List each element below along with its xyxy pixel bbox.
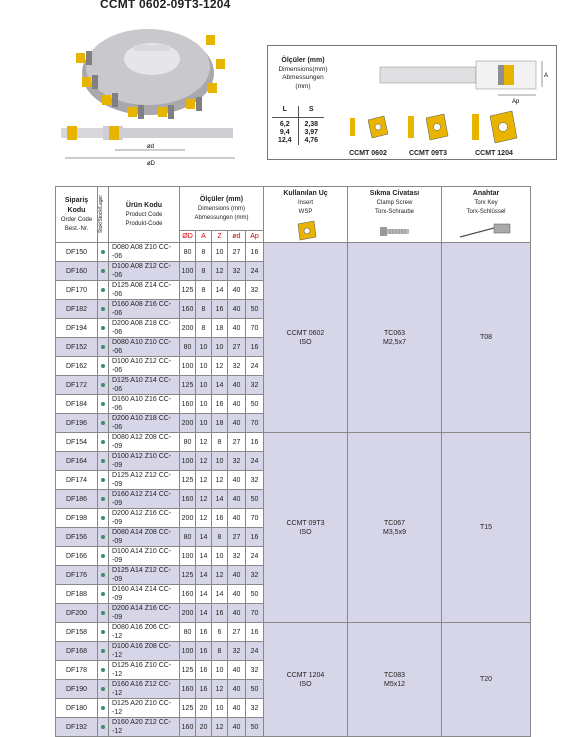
dim-cell: 160 — [180, 395, 196, 414]
dim-cell: 16 — [196, 680, 212, 699]
dim-cell: 100 — [180, 357, 196, 376]
stock-indicator — [98, 718, 109, 737]
cutter-illustration — [66, 15, 246, 123]
order-code: DF164 — [56, 452, 98, 471]
table-row — [56, 623, 531, 642]
stock-indicator — [98, 699, 109, 718]
dim-cell: 40 — [228, 718, 246, 737]
dim-cell: 40 — [228, 604, 246, 623]
dim-cell: 50 — [246, 585, 264, 604]
order-code: DF178 — [56, 661, 98, 680]
dim-cell: 27 — [228, 623, 246, 642]
stock-indicator — [98, 566, 109, 585]
insert-top-view — [378, 51, 553, 106]
product-code: D100 A08 Z12 CC--06 — [109, 262, 180, 281]
order-code: DF160 — [56, 262, 98, 281]
ccmt1204-diagram — [464, 108, 524, 148]
dim-cell: 32 — [246, 471, 264, 490]
dim-cell: 32 — [246, 661, 264, 680]
order-code: DF158 — [56, 623, 98, 642]
dim-cell: 100 — [180, 262, 196, 281]
product-code: D200 A12 Z16 CC--09 — [109, 509, 180, 528]
dim-cell: 32 — [228, 547, 246, 566]
dim-cell: 40 — [228, 471, 246, 490]
dim-cell: 40 — [228, 661, 246, 680]
dim-cell: 160 — [180, 718, 196, 737]
clamp-screw-cell: TC083 M5x12 — [348, 623, 442, 737]
stock-indicator — [98, 528, 109, 547]
dim-cell: 80 — [180, 243, 196, 262]
dim-cell: 160 — [180, 300, 196, 319]
insert-icon — [294, 220, 318, 242]
dim-cell: 100 — [180, 547, 196, 566]
torx-key-header: Anahtar Torx Key Torx-Schlüssel — [442, 187, 531, 243]
ccmt09t3-diagram — [398, 108, 458, 148]
dim-cell: 10 — [212, 547, 228, 566]
dim-cell: 160 — [180, 585, 196, 604]
product-code: D100 A16 Z08 CC--12 — [109, 642, 180, 661]
dim-cell: 32 — [246, 566, 264, 585]
product-code: D160 A08 Z16 CC--06 — [109, 300, 180, 319]
dim-cell: 50 — [246, 680, 264, 699]
dim-cell: 125 — [180, 566, 196, 585]
stock-indicator — [98, 604, 109, 623]
order-code: DF186 — [56, 490, 98, 509]
dim-cell: 40 — [228, 680, 246, 699]
dim-cell: 14 — [212, 490, 228, 509]
dim-cell: 32 — [228, 357, 246, 376]
dim-cell: 8 — [196, 262, 212, 281]
dim-cell: 12 — [196, 452, 212, 471]
order-code: DF172 — [56, 376, 98, 395]
ccmt0602-label: CCMT 0602 — [349, 150, 387, 157]
dim-cell: 40 — [228, 376, 246, 395]
product-code: D125 A08 Z14 CC--06 — [109, 281, 180, 300]
svg-text:A: A — [544, 73, 549, 79]
clamp-screw-header: Sıkma Civatası Clamp Screw Torx-Schraube — [348, 187, 442, 243]
dim-cell: 16 — [246, 528, 264, 547]
dim-cell: 20 — [196, 699, 212, 718]
cutter-side-diagram — [55, 120, 255, 170]
product-code-header: Ürün Kodu Product Code Produkt-Code — [109, 187, 180, 243]
dim-cell: 10 — [196, 376, 212, 395]
order-code: DF188 — [56, 585, 98, 604]
order-code: DF196 — [56, 414, 98, 433]
product-code: D100 A10 Z12 CC--06 — [109, 357, 180, 376]
col-oD: ØD — [180, 231, 196, 243]
product-table — [55, 186, 531, 737]
dim-cell: 14 — [196, 547, 212, 566]
dim-cell: 16 — [246, 243, 264, 262]
dim-cell: 10 — [196, 395, 212, 414]
dim-cell: 27 — [228, 433, 246, 452]
insert-cell: CCMT 0602 ISO — [264, 243, 348, 433]
dim-cell: 100 — [180, 642, 196, 661]
dim-cell: 10 — [196, 357, 212, 376]
product-code: D080 A16 Z06 CC--12 — [109, 623, 180, 642]
screw-icon — [378, 222, 412, 240]
col-Ap: Ap — [246, 231, 264, 243]
dim-cell: 6 — [212, 623, 228, 642]
ccmt0602-diagram — [338, 108, 398, 148]
torx-key-icon — [456, 222, 516, 240]
dim-cell: 70 — [246, 604, 264, 623]
dim-cell: 160 — [180, 680, 196, 699]
order-code: DF182 — [56, 300, 98, 319]
stock-indicator — [98, 490, 109, 509]
ls-table: L S 6,2 2,38 9,4 3,97 12,4 4,76 — [272, 106, 324, 145]
dim-cell: 24 — [246, 262, 264, 281]
dim-cell: 8 — [196, 281, 212, 300]
dim-cell: 12 — [212, 680, 228, 699]
dim-cell: 8 — [212, 433, 228, 452]
dim-cell: 50 — [246, 395, 264, 414]
dim-cell: 10 — [212, 699, 228, 718]
dim-cell: 40 — [228, 566, 246, 585]
dimensions-box — [267, 45, 557, 160]
order-code: DF154 — [56, 433, 98, 452]
order-code: DF192 — [56, 718, 98, 737]
clamp-screw-cell: TC067 M3,5x9 — [348, 433, 442, 623]
dim-cell: 16 — [246, 433, 264, 452]
dim-cell: 16 — [246, 623, 264, 642]
dim-cell: 14 — [196, 528, 212, 547]
ccmt1204-label: CCMT 1204 — [475, 150, 513, 157]
dim-cell: 10 — [212, 661, 228, 680]
dim-cell: 14 — [196, 585, 212, 604]
dim-cell: 200 — [180, 509, 196, 528]
dim-cell: 40 — [228, 699, 246, 718]
stock-indicator — [98, 623, 109, 642]
dim-cell: 8 — [196, 300, 212, 319]
dim-cell: 40 — [228, 490, 246, 509]
order-code: DF198 — [56, 509, 98, 528]
dim-cell: 14 — [212, 281, 228, 300]
product-code: D080 A08 Z10 CC--06 — [109, 243, 180, 262]
dim-cell: 27 — [228, 338, 246, 357]
dim-cell: 12 — [196, 433, 212, 452]
dim-cell: 40 — [228, 509, 246, 528]
order-code: DF190 — [56, 680, 98, 699]
dim-cell: 40 — [228, 585, 246, 604]
product-code: D100 A14 Z10 CC--09 — [109, 547, 180, 566]
product-code: D125 A12 Z12 CC--09 — [109, 471, 180, 490]
order-code: DF168 — [56, 642, 98, 661]
product-code: D160 A10 Z16 CC--06 — [109, 395, 180, 414]
dim-cell: 8 — [212, 528, 228, 547]
dim-cell: 12 — [212, 471, 228, 490]
insert-header: Kullanılan Uç Insert WSP — [264, 187, 348, 243]
order-code: DF194 — [56, 319, 98, 338]
dim-cell: 24 — [246, 642, 264, 661]
dim-cell: 50 — [246, 490, 264, 509]
stock-header: Stok/Stock/Lager — [98, 187, 109, 243]
ccmt09t3-label: CCMT 09T3 — [408, 150, 448, 157]
product-code: D160 A20 Z12 CC--12 — [109, 718, 180, 737]
svg-text:Ap: Ap — [512, 99, 520, 105]
dim-cell: 40 — [228, 414, 246, 433]
dim-cell: 50 — [246, 300, 264, 319]
torx-key-cell: T20 — [442, 623, 531, 737]
product-code: D125 A20 Z10 CC--12 — [109, 699, 180, 718]
order-code: DF184 — [56, 395, 98, 414]
product-code: D200 A14 Z16 CC--09 — [109, 604, 180, 623]
dim-cell: 32 — [246, 376, 264, 395]
stock-indicator — [98, 395, 109, 414]
order-code: DF176 — [56, 566, 98, 585]
stock-indicator — [98, 262, 109, 281]
dim-cell: 40 — [228, 300, 246, 319]
dim-cell: 40 — [228, 281, 246, 300]
stock-indicator — [98, 414, 109, 433]
dim-cell: 80 — [180, 338, 196, 357]
dim-cell: 10 — [212, 338, 228, 357]
stock-indicator — [98, 281, 109, 300]
order-code: DF150 — [56, 243, 98, 262]
dim-cell: 10 — [212, 243, 228, 262]
table-row — [56, 243, 531, 262]
dim-cell: 12 — [212, 262, 228, 281]
dimensions-header: Ölçüler (mm) Dimensions (mm) Abmessungen (mm) — [180, 187, 264, 231]
dim-cell: 32 — [228, 452, 246, 471]
torx-key-cell: T08 — [442, 243, 531, 433]
stock-indicator — [98, 319, 109, 338]
dim-cell: 70 — [246, 414, 264, 433]
dim-cell: 8 — [196, 243, 212, 262]
dim-cell: 14 — [196, 566, 212, 585]
dim-cell: 16 — [212, 509, 228, 528]
dim-cell: 16 — [196, 642, 212, 661]
dim-cell: 14 — [196, 604, 212, 623]
dim-cell: 10 — [212, 452, 228, 471]
dim-cell: 24 — [246, 357, 264, 376]
dim-cell: 24 — [246, 452, 264, 471]
product-code: D160 A16 Z12 CC--12 — [109, 680, 180, 699]
insert-cell: CCMT 1204 ISO — [264, 623, 348, 737]
dim-cell: 8 — [212, 642, 228, 661]
dim-cell: 12 — [212, 566, 228, 585]
dim-cell: 125 — [180, 661, 196, 680]
order-code-header: Sipariş Kodu Order Code Best.-Nr. — [56, 187, 98, 243]
dim-cell: 50 — [246, 718, 264, 737]
page-title: CCMT 0602-09T3-1204 — [100, 0, 231, 11]
dim-label: Ölçüler (mm) Dimensions(mm) Abmessungen (mm) — [278, 57, 328, 90]
dim-cell: 32 — [246, 281, 264, 300]
dim-cell: 16 — [212, 300, 228, 319]
stock-indicator — [98, 585, 109, 604]
insert-cell: CCMT 09T3 ISO — [264, 433, 348, 623]
product-code: D160 A12 Z14 CC--09 — [109, 490, 180, 509]
torx-key-cell: T15 — [442, 433, 531, 623]
stock-indicator — [98, 661, 109, 680]
dim-cell: 80 — [180, 623, 196, 642]
dim-cell: 200 — [180, 319, 196, 338]
oD-label: øD — [147, 161, 155, 167]
stock-indicator — [98, 243, 109, 262]
product-code: D125 A14 Z12 CC--09 — [109, 566, 180, 585]
dim-cell: 32 — [228, 642, 246, 661]
dim-cell: 100 — [180, 452, 196, 471]
dim-cell: 80 — [180, 528, 196, 547]
dim-cell: 12 — [196, 509, 212, 528]
dim-cell: 12 — [196, 490, 212, 509]
dim-cell: 125 — [180, 376, 196, 395]
stock-indicator — [98, 300, 109, 319]
dim-cell: 27 — [228, 528, 246, 547]
od-label: ød — [147, 144, 155, 150]
dim-cell: 12 — [212, 718, 228, 737]
dim-cell: 20 — [196, 718, 212, 737]
clamp-screw-cell: TC063 M2,5x7 — [348, 243, 442, 433]
dim-cell: 12 — [212, 357, 228, 376]
dim-cell: 200 — [180, 604, 196, 623]
product-code: D080 A12 Z08 CC--09 — [109, 433, 180, 452]
col-A: A — [196, 231, 212, 243]
stock-indicator — [98, 509, 109, 528]
dim-cell: 16 — [196, 623, 212, 642]
stock-indicator — [98, 433, 109, 452]
dim-cell: 125 — [180, 699, 196, 718]
product-code: D080 A10 Z10 CC--06 — [109, 338, 180, 357]
order-code: DF174 — [56, 471, 98, 490]
order-code: DF166 — [56, 547, 98, 566]
dim-cell: 16 — [246, 338, 264, 357]
product-code: D200 A10 Z18 CC--06 — [109, 414, 180, 433]
dim-cell: 32 — [228, 262, 246, 281]
stock-indicator — [98, 376, 109, 395]
col-od: ød — [228, 231, 246, 243]
dim-cell: 160 — [180, 490, 196, 509]
product-code: D100 A12 Z10 CC--09 — [109, 452, 180, 471]
dim-cell: 24 — [246, 547, 264, 566]
product-code: D200 A08 Z18 CC--06 — [109, 319, 180, 338]
order-code: DF162 — [56, 357, 98, 376]
dim-cell: 70 — [246, 319, 264, 338]
order-code: DF180 — [56, 699, 98, 718]
dim-cell: 10 — [196, 338, 212, 357]
stock-indicator — [98, 357, 109, 376]
stock-indicator — [98, 452, 109, 471]
dim-cell: 80 — [180, 433, 196, 452]
stock-indicator — [98, 680, 109, 699]
product-code: D160 A14 Z14 CC--09 — [109, 585, 180, 604]
dim-cell: 16 — [212, 604, 228, 623]
dim-cell: 10 — [196, 414, 212, 433]
dim-cell: 40 — [228, 395, 246, 414]
product-code: D125 A10 Z14 CC--06 — [109, 376, 180, 395]
order-code: DF170 — [56, 281, 98, 300]
dim-cell: 40 — [228, 319, 246, 338]
order-code: DF152 — [56, 338, 98, 357]
order-code: DF156 — [56, 528, 98, 547]
dim-cell: 32 — [246, 699, 264, 718]
product-code: D080 A14 Z08 CC--09 — [109, 528, 180, 547]
dim-cell: 8 — [196, 319, 212, 338]
dim-cell: 16 — [212, 395, 228, 414]
stock-indicator — [98, 642, 109, 661]
product-code: D125 A16 Z10 CC--12 — [109, 661, 180, 680]
dim-cell: 16 — [196, 661, 212, 680]
dim-cell: 12 — [196, 471, 212, 490]
dim-cell: 18 — [212, 319, 228, 338]
dim-cell: 14 — [212, 376, 228, 395]
dim-cell: 200 — [180, 414, 196, 433]
dim-cell: 125 — [180, 471, 196, 490]
table-row — [56, 433, 531, 452]
stock-indicator — [98, 471, 109, 490]
dim-cell: 27 — [228, 243, 246, 262]
stock-indicator — [98, 338, 109, 357]
dim-cell: 18 — [212, 414, 228, 433]
order-code: DF200 — [56, 604, 98, 623]
dim-cell: 125 — [180, 281, 196, 300]
col-Z: Z — [212, 231, 228, 243]
dim-cell: 70 — [246, 509, 264, 528]
dim-cell: 14 — [212, 585, 228, 604]
stock-indicator — [98, 547, 109, 566]
